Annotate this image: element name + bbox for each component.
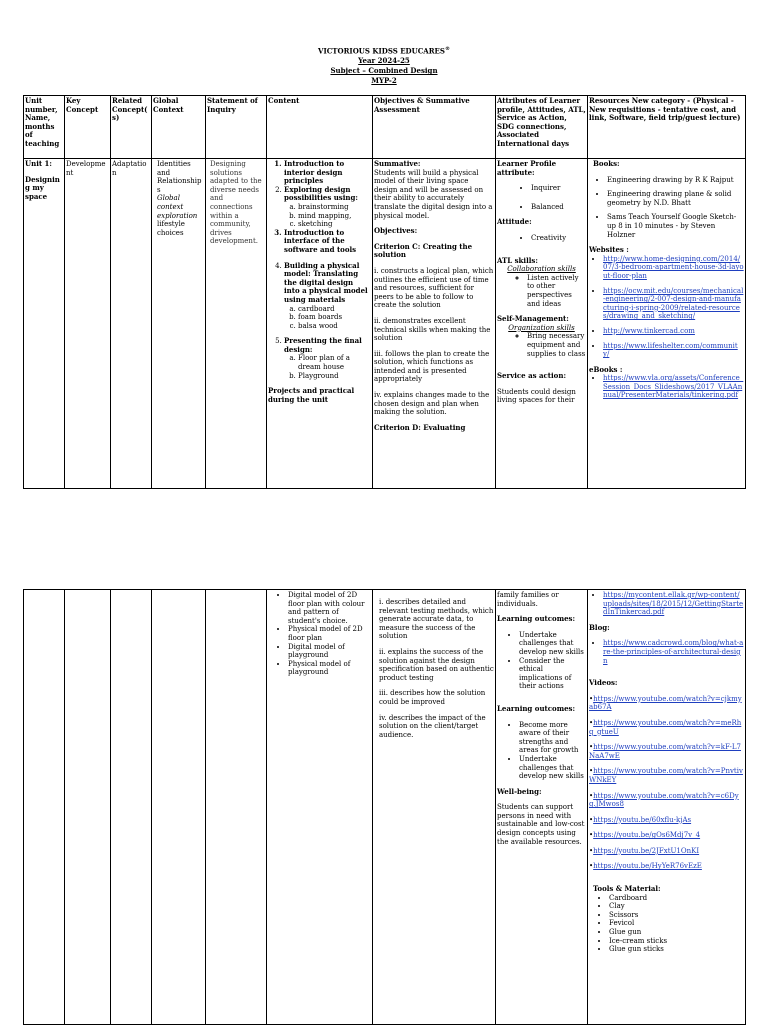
- video-item: •https://www.youtube.com/watch?v=kF-L7NaA7wE: [589, 743, 742, 760]
- table-row: [24, 590, 746, 1025]
- list-item: • Undertake challenges that develop new skills: [519, 755, 586, 781]
- video-item: •https://www.youtube.com/watch?v=PnvtivWNkEY: [589, 767, 743, 784]
- criterion-item: i. constructs a logical plan, which outlines the efficient use of time and resources, sufficient for peers to be able to follow to create the solution: [374, 266, 494, 310]
- objectives-cell: [373, 159, 496, 489]
- list-item: 5. Presenting the final design: a. Floor plan of a dream house b. Playground: [284, 337, 371, 380]
- self-management-list: [497, 332, 586, 358]
- list-item: [603, 342, 744, 359]
- tools-list: [589, 894, 744, 954]
- column-header: Related Concept(s): [111, 96, 152, 159]
- key-concept-cell: [65, 590, 111, 1025]
- list-item: • Cardboard: [609, 894, 744, 903]
- criterion-item: iii. describes how the solution could be improved: [379, 689, 486, 706]
- list-item: • Consider the ethical implications of their actions: [519, 657, 586, 691]
- list-item: • Fevicol: [609, 919, 744, 928]
- service-heading: Service as action:: [497, 371, 567, 381]
- learning-outcomes-list: [497, 721, 586, 781]
- learning-outcomes-list: [497, 631, 586, 691]
- list-item: b. foam boards: [298, 313, 371, 322]
- related-concept-cell: [111, 590, 152, 1025]
- video-link[interactable]: https://www.youtube.com/watch?v=cjkmyab67A: [589, 694, 742, 712]
- school-name: VICTORIOUS KIDSS EDUCARES®: [318, 46, 450, 56]
- tools-heading: Tools & Material:: [593, 884, 661, 894]
- column-header: Statement of Inquiry: [206, 96, 267, 159]
- projects-heading: Projects and practical during the unit: [268, 386, 355, 404]
- table-row: [24, 159, 746, 489]
- video-item: •https://youtu.be/2JFxtU1OnKI: [589, 846, 700, 855]
- ebooks-list-continued: [589, 591, 744, 617]
- videos-heading: Videos:: [589, 678, 618, 688]
- list-item: • Inquirer: [531, 184, 586, 193]
- ebooks-list: [589, 374, 744, 400]
- unit-plan-table-continued: [23, 589, 746, 1025]
- atl-list: [497, 274, 586, 308]
- books-list: [589, 176, 744, 240]
- key-concept-cell: Development: [65, 159, 111, 489]
- ebook-link[interactable]: https://mycontent.ellak.gr/wp-content/uploads/sites/18/2015/12/GettingStartedInTinkercad.pdf: [603, 591, 744, 617]
- statement-cell: [206, 590, 267, 1025]
- column-header: Attributes of Learner profile, Attitudes, ATL, Service as Action, SDG connections, Associated International days: [496, 96, 588, 159]
- list-item: [603, 327, 744, 336]
- wellbeing-heading: Well-being:: [497, 786, 542, 796]
- list-item: [603, 374, 744, 400]
- list-item: 4. Building a physical model: Translating the digital design into a physical model using materials a. cardboard b. foam boards c. balsa wood: [284, 262, 371, 331]
- list-item: • Digital model of 2D floor plan with colour and pattern of student's choice.: [288, 591, 371, 625]
- blog-list: [589, 639, 744, 665]
- unit-plan-table: [23, 95, 746, 489]
- summative-heading: Summative:: [374, 159, 421, 168]
- service-text: Students could design living spaces for their: [497, 387, 576, 405]
- list-item: ◦ Bring necessary equipment and supplies to class: [527, 332, 586, 358]
- projects-list: [268, 591, 371, 677]
- criterion-item: i. describes detailed and relevant testing methods, which generate accurate data, to measure the success of the solution: [379, 598, 494, 641]
- list-item: • Physical model of playground: [288, 660, 371, 677]
- list-item: 2. Exploring design possibilities using: a. brainstorming b. mind mapping, c. sketching: [284, 186, 371, 229]
- criterion-item: ii. explains the success of the solution against the design specification based on authentic product testing: [379, 647, 494, 682]
- column-header: Global Context: [152, 96, 206, 159]
- list-item: • Balanced: [531, 203, 586, 212]
- unit-cell: [24, 590, 65, 1025]
- list-item: a. brainstorming: [298, 203, 371, 212]
- website-link[interactable]: http://www.home-designing.com/2014/07/3-bedroom-apartment-house-3d-layout-floor-plan: [603, 254, 744, 280]
- subject-title: Subject – Combined Design: [330, 66, 438, 76]
- video-link[interactable]: https://youtu.be/60xflu-kjAs: [593, 815, 692, 824]
- statement-cell: Designing solutions adapted to the diverse needs and connections within a community, drives development.: [206, 159, 267, 489]
- list-item: a. cardboard: [298, 305, 371, 314]
- video-item: •https://youtu.be/gOs6Mdj7v_4: [589, 831, 701, 840]
- global-context-title: Identities and Relationships: [157, 160, 202, 194]
- website-link[interactable]: http://www.tinkercad.com: [603, 326, 695, 335]
- unit-label: Unit 1:: [25, 159, 52, 168]
- list-item: a. Floor plan of a dream house: [298, 354, 371, 371]
- content-cell: [267, 590, 373, 1025]
- list-item: • Sams Teach Yourself Google Sketch-up 8 in 10 minutes - by Steven Holzner: [607, 213, 744, 239]
- learning-outcomes-heading: Learning outcomes:: [497, 614, 576, 624]
- summative-text: Students will build a physical model of their living space design and will be assessed on their ability to accurately translate the digital design into a physical model.: [374, 168, 493, 220]
- attributes-cell: [496, 590, 588, 1025]
- criterion-c-heading: Criterion C: Creating the solution: [374, 241, 473, 260]
- video-link[interactable]: https://youtu.be/2JFxtU1OnKI: [593, 846, 700, 855]
- list-item: • Glue gun: [609, 928, 744, 937]
- books-heading: Books:: [593, 159, 620, 168]
- list-item: [603, 255, 744, 281]
- self-management-heading: Self-Management:: [497, 314, 569, 324]
- ebooks-heading: eBooks :: [589, 364, 623, 374]
- global-context-cell: [152, 590, 206, 1025]
- websites-heading: Websites :: [589, 245, 629, 255]
- list-item: b. Playground: [298, 372, 371, 381]
- list-item: c. balsa wood: [298, 322, 371, 331]
- global-context-exploration: Global context exploration: [157, 194, 198, 220]
- unit-name: Designing my space: [25, 174, 60, 201]
- criterion-item: iv. explains changes made to the chosen design and plan when making the solution.: [374, 391, 490, 417]
- objectives-cell: [373, 590, 496, 1025]
- criterion-item: iii. follows the plan to create the solution, which functions as intended and is presented appropriately: [374, 349, 490, 384]
- list-item: ◦ Listen actively to other perspectives and ideas: [527, 274, 586, 308]
- criterion-item: ii. demonstrates excellent technical skills when making the solution: [374, 316, 491, 343]
- grade-label: MYP-2: [371, 76, 397, 86]
- column-header: Key Concept: [65, 96, 111, 159]
- unit-cell: [24, 159, 65, 489]
- content-cell: [267, 159, 373, 489]
- criterion-item: iv. describes the impact of the solution on the client/target audience.: [379, 713, 486, 739]
- video-item: •https://youtu.be/HyYeR76vEzE: [589, 862, 702, 871]
- resources-cell: [588, 590, 746, 1025]
- learning-outcomes-heading: Learning outcomes:: [497, 703, 576, 713]
- global-context-cell: [152, 159, 206, 489]
- related-concept-cell: Adaptation: [111, 159, 152, 489]
- ebook-link[interactable]: https://www.vla.org/assets/Conference_Session_Docs_Slideshows/2017_VLAAnnual/PresenterMaterials/tinkering.pdf: [603, 374, 744, 400]
- list-item: • Engineering drawing plane & solid geometry by N.D. Bhatt: [607, 190, 744, 207]
- resources-cell: [588, 159, 746, 489]
- list-item: • Physical model of 2D floor plan: [288, 625, 371, 642]
- column-header: Resources New category - (Physical - New requisitions - tentative cost, and link, Software, field trip/guest lecture): [588, 96, 746, 159]
- list-item: 3. Introduction to interface of the software and tools: [284, 229, 371, 255]
- video-link[interactable]: https://www.youtube.com/watch?v=PnvtivWNkEY: [589, 767, 743, 784]
- attributes-cell: [496, 159, 588, 489]
- global-context-detail: lifestyle choices: [157, 220, 185, 237]
- column-header: Content: [267, 96, 373, 159]
- list-item: • Glue gun sticks: [609, 945, 744, 954]
- learner-profile-list: [497, 184, 586, 211]
- list-item: • Ice-cream sticks: [609, 937, 744, 946]
- list-item: 1. Introduction to interior design principles: [284, 160, 371, 186]
- video-item: •https://youtu.be/60xflu-kjAs: [589, 815, 692, 824]
- table-header-row: [24, 96, 746, 159]
- website-link[interactable]: https://www.lifeshelter.com/community/: [603, 341, 738, 359]
- wellbeing-text: Students can support persons in need with sustainable and low-cost design concepts using the available resources.: [497, 803, 585, 846]
- attitude-heading: Attitude:: [497, 217, 532, 227]
- academic-year: Year 2024-25: [358, 56, 410, 66]
- content-list: [268, 160, 371, 255]
- list-item: • Scissors: [609, 911, 744, 920]
- objectives-heading: Objectives:: [374, 226, 418, 236]
- content-list-cont: [268, 262, 371, 331]
- websites-list: [589, 255, 744, 359]
- website-link[interactable]: https://ocw.mit.edu/courses/mechanical-engineering/2-007-design-and-manufacturing-i-spring-2009/related-resources/drawing_and_sketching/: [603, 286, 744, 321]
- list-item: c. sketching: [298, 220, 371, 229]
- blog-link[interactable]: https://www.cadcrowd.com/blog/what-are-the-principles-of-architectural-design: [603, 639, 744, 665]
- list-item: • Undertake challenges that develop new skills: [519, 631, 586, 657]
- list-item: • Creativity: [531, 234, 586, 243]
- list-item: • Engineering drawing by R K Rajput: [607, 176, 744, 185]
- self-management-subheading: Organization skills: [508, 323, 575, 332]
- list-item: [603, 591, 744, 617]
- video-link[interactable]: https://youtu.be/HyYeR76vEzE: [593, 862, 702, 871]
- column-header: Unit number, Name, months of teaching: [24, 96, 65, 159]
- criterion-d-heading: Criterion D: Evaluating: [374, 422, 466, 432]
- list-item: [603, 639, 744, 665]
- video-link[interactable]: https://www.youtube.com/watch?v=c6Dyg.JMwos8: [589, 791, 739, 809]
- video-item: •https://www.youtube.com/watch?v=meRhq_gtueU: [589, 718, 742, 736]
- list-item: • Digital model of playground: [288, 643, 371, 660]
- column-header: Objectives & Summative Assessment: [373, 96, 496, 159]
- learner-profile-heading: Learner Profile attribute:: [497, 159, 557, 177]
- document-header: [0, 44, 768, 86]
- attitude-list: [497, 234, 586, 243]
- list-item: [603, 287, 744, 321]
- list-item: b. mind mapping,: [298, 212, 371, 221]
- list-item: • Become more aware of their strengths and areas for growth: [519, 721, 586, 755]
- video-link[interactable]: https://www.youtube.com/watch?v=meRhq_gtueU: [589, 718, 742, 736]
- atl-subheading: Collaboration skills: [507, 265, 576, 274]
- list-item: • Clay: [609, 902, 744, 911]
- video-link[interactable]: https://youtu.be/gOs6Mdj7v_4: [593, 831, 701, 840]
- blog-heading: Blog:: [589, 622, 610, 632]
- service-text-continued: family families or individuals.: [497, 591, 559, 608]
- content-list-final: [268, 337, 371, 380]
- video-item: •https://www.youtube.com/watch?v=c6Dyg.JMwos8: [589, 791, 739, 809]
- video-link[interactable]: https://www.youtube.com/watch?v=kF-L7NaA7wE: [589, 743, 742, 760]
- video-item: •https://www.youtube.com/watch?v=cjkmyab67A: [589, 694, 742, 712]
- atl-heading: ATL skills:: [497, 255, 538, 265]
